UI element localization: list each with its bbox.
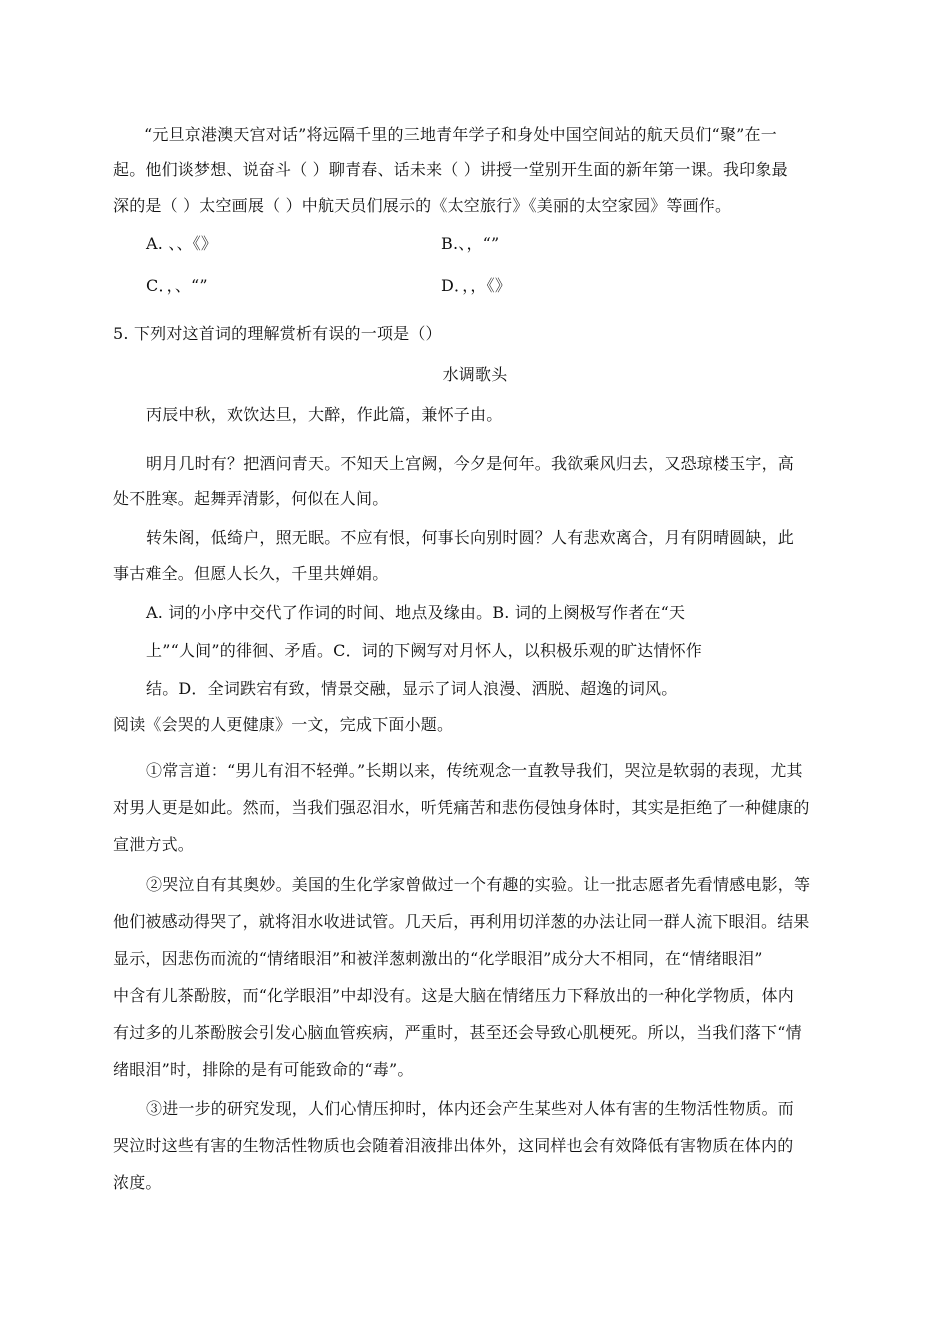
poem-stanza2-line-1: 转朱阁，低绮户，照无眠。不应有恨，何事长向别时圆？人有悲欢离合，月有阴晴圆缺，此 [146,528,795,547]
poem-stanza1-line-1: 明月几时有？把酒问青天。不知天上宫阙，今夕是何年。我欲乘风归去，又恐琼楼玉宇，高 [146,454,795,473]
reading-para1-line-3: 宣泄方式。 [113,835,195,854]
reading-para2-line-4: 中含有儿茶酚胺，而“化学眼泪”中却没有。这是大脑在情绪压力下释放出的一种化学物质，体内 [113,986,794,1005]
poem-stanza1-line-2: 处不胜寒。起舞弄清影，何似在人间。 [113,489,389,508]
q4-option-c: C．，、“” [146,276,208,295]
reading-para2-line-1: ②哭泣自有其奥妙。美国的生化学家曾做过一个有趣的实验。让一批志愿者先看情感电影，等 [146,875,811,894]
q5-options-line-3: 结。D．全词跌宕有致，情景交融，显示了词人浪漫、洒脱、超逸的词风。 [146,679,678,698]
q4-passage-line-2: 起。他们谈梦想、说奋斗（ ）聊青春、话未来（ ）讲授一堂别开生面的新年第一课。我印象最 [113,160,788,179]
reading-para1-line-2: 对男人更是如此。然而，当我们强忍泪水，听凭痛苦和悲伤侵蚀身体时，其实是拒绝了一种健康的 [113,798,810,817]
reading-para2-line-6: 绪眼泪”时，排除的是有可能致命的“毒”。 [113,1060,414,1079]
poem-title: 水调歌头 [442,365,508,384]
q4-option-a: A. 、、《》 [146,234,218,253]
reading-para3-line-2: 哭泣时这些有害的生物活性物质也会随着泪液排出体外，这同样也会有效降低有害物质在体内的 [113,1136,794,1155]
q4-option-d: D．，，《》 [441,276,512,295]
q5-options-line-2: 上”“人间”的徘徊、矛盾。C．词的下阙写对月怀人，以积极乐观的旷达情怀作 [146,641,702,660]
q4-passage-line-1: “元旦京港澳天宫对话”将远隔千里的三地青年学子和身处中国空间站的航天员们“聚”在一 [144,125,777,144]
reading-para3-line-3: 浓度。 [113,1173,162,1192]
reading-para2-line-2: 他们被感动得哭了，就将泪水收进试管。几天后，再利用切洋葱的办法让同一群人流下眼泪。结果 [113,912,810,931]
q5-options-line-1: A. 词的小序中交代了作词的时间、地点及缘由。B. 词的上阕极写作者在“天 [146,603,686,622]
reading-para2-line-5: 有过多的儿茶酚胺会引发心脑血管疾病，严重时，甚至还会导致心肌梗死。所以，当我们落下“情 [113,1023,802,1042]
reading-para3-line-1: ③进一步的研究发现，人们心情压抑时，体内还会产生某些对人体有害的生物活性物质。而 [146,1099,795,1118]
q4-option-b: B.、，“” [441,234,500,253]
poem-stanza2-line-2: 事古难全。但愿人长久，千里共婵娟。 [113,564,389,583]
poem-preface: 丙辰中秋，欢饮达旦，大醉，作此篇，兼怀子由。 [146,405,503,424]
reading-intro: 阅读《会哭的人更健康》一文，完成下面小题。 [113,715,454,734]
reading-para1-line-1: ①常言道：“男儿有泪不轻弹。”长期以来，传统观念一直教导我们，哭泣是软弱的表现，尤其 [146,761,803,780]
q5-stem: 5. 下列对这首词的理解赏析有误的一项是（） [113,324,442,343]
q4-passage-line-3: 深的是（ ）太空画展（ ）中航天员们展示的《太空旅行》《美丽的太空家园》等画作。 [113,196,732,215]
reading-para2-line-3: 显示，因悲伤而流的“情绪眼泪”和被洋葱刺激出的“化学眼泪”成分大不相同，在“情绪眼泪” [113,949,763,968]
